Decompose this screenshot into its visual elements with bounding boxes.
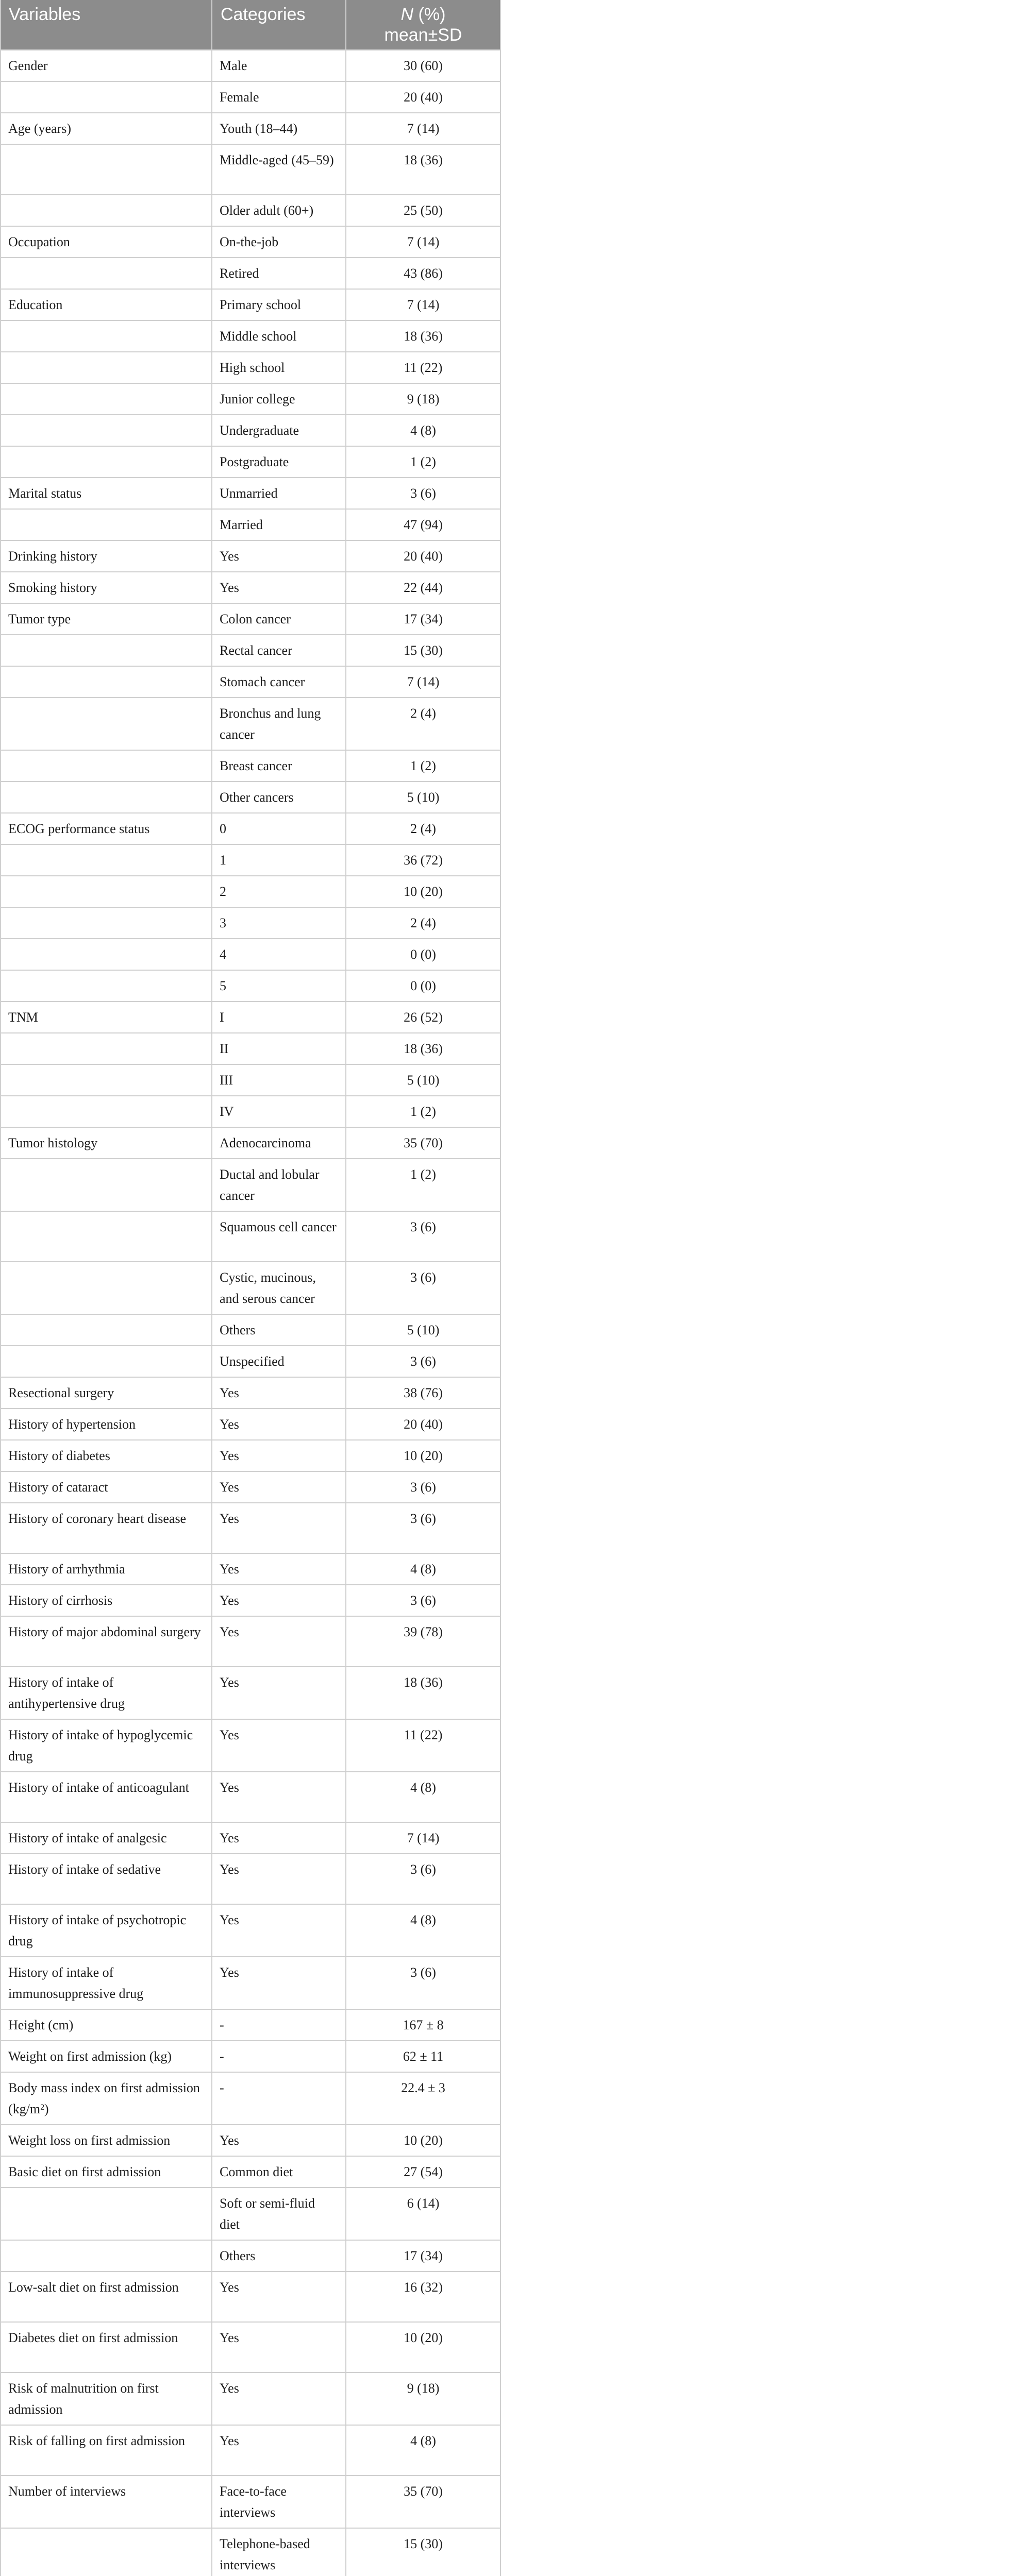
cell-variable (1, 1314, 212, 1346)
cell-category: Yes (212, 1854, 346, 1904)
table-row (1, 1440, 500, 1471)
cell-value: 1 (2) (346, 1096, 500, 1127)
cell-variable (1, 1262, 212, 1314)
cell-value: 20 (40) (346, 81, 500, 113)
cell-category: Undergraduate (212, 415, 346, 446)
table-row (1, 509, 500, 540)
cell-variable: Tumor histology (1, 1127, 212, 1159)
cell-variable: Marital status (1, 478, 212, 509)
cell-category: 0 (212, 813, 346, 844)
cell-category: 5 (212, 970, 346, 1002)
cell-category: Yes (212, 1409, 346, 1440)
cell-value: 3 (6) (346, 478, 500, 509)
cell-variable (1, 144, 212, 195)
cell-variable (1, 258, 212, 289)
cell-variable: Weight on first admission (kg) (1, 2041, 212, 2072)
cell-category: 2 (212, 876, 346, 907)
cell-value: 4 (8) (346, 415, 500, 446)
table-row (1, 666, 500, 698)
header-n-percent (346, 0, 500, 50)
cell-variable: Tumor type (1, 603, 212, 635)
table-row (1, 970, 500, 1002)
cell-value: 3 (6) (346, 1854, 500, 1904)
cell-variable: ECOG performance status (1, 813, 212, 844)
table-row (1, 81, 500, 113)
cell-category: IV (212, 1096, 346, 1127)
cell-value: 22.4 ± 3 (346, 2072, 500, 2125)
table-row (1, 2041, 500, 2072)
cell-variable: History of arrhythmia (1, 1553, 212, 1585)
cell-variable: Basic diet on first admission (1, 2156, 212, 2188)
table-row (1, 1159, 500, 1211)
header-n-italic: N (400, 5, 414, 24)
table-container (0, 0, 500, 2576)
cell-variable: History of intake of analgesic (1, 1822, 212, 1854)
cell-variable (1, 2188, 212, 2240)
cell-variable: History of major abdominal surgery (1, 1616, 212, 1667)
cell-value: 18 (36) (346, 144, 500, 195)
cell-category: Youth (18–44) (212, 113, 346, 144)
cell-variable: Body mass index on first admission (kg/m²) (1, 2072, 212, 2125)
cell-category: Bronchus and lung cancer (212, 698, 346, 750)
cell-variable (1, 1159, 212, 1211)
table-row (1, 540, 500, 572)
cell-value: 3 (6) (346, 1471, 500, 1503)
cell-category: Other cancers (212, 782, 346, 813)
cell-category: 4 (212, 939, 346, 970)
cell-category: II (212, 1033, 346, 1064)
cell-category: Adenocarcinoma (212, 1127, 346, 1159)
cell-variable: Occupation (1, 226, 212, 258)
table-row (1, 352, 500, 383)
cell-variable (1, 782, 212, 813)
cell-category: 1 (212, 844, 346, 876)
cell-value: 20 (40) (346, 540, 500, 572)
table-row (1, 1719, 500, 1772)
cell-category: Yes (212, 540, 346, 572)
cell-value: 10 (20) (346, 2322, 500, 2372)
cell-category: On-the-job (212, 226, 346, 258)
cell-category: Common diet (212, 2156, 346, 2188)
cell-category: Middle-aged (45–59) (212, 144, 346, 195)
cell-category: Yes (212, 1904, 346, 1957)
cell-variable (1, 1064, 212, 1096)
cell-category: Yes (212, 2125, 346, 2156)
table-row (1, 1127, 500, 1159)
table-row (1, 289, 500, 320)
cell-value: 17 (34) (346, 2240, 500, 2272)
cell-category: Junior college (212, 383, 346, 415)
cell-variable (1, 446, 212, 478)
cell-variable: History of hypertension (1, 1409, 212, 1440)
cell-value: 62 ± 11 (346, 2041, 500, 2072)
table-row (1, 2372, 500, 2425)
header-n-rest: (%) (413, 5, 446, 24)
table-row (1, 2009, 500, 2041)
cell-variable (1, 415, 212, 446)
table-row (1, 383, 500, 415)
table-header-row (1, 0, 500, 50)
table-body (1, 50, 500, 2576)
cell-value: 3 (6) (346, 1211, 500, 1262)
cell-category: Breast cancer (212, 750, 346, 782)
cell-variable (1, 750, 212, 782)
table-row (1, 1854, 500, 1904)
table-row (1, 2156, 500, 2188)
header-n-line (401, 5, 446, 24)
table-row (1, 1616, 500, 1667)
cell-value: 43 (86) (346, 258, 500, 289)
cell-category: - (212, 2009, 346, 2041)
cell-category: Face-to-face interviews (212, 2476, 346, 2528)
cell-variable (1, 81, 212, 113)
cell-variable: Risk of malnutrition on first admission (1, 2372, 212, 2425)
table-row (1, 603, 500, 635)
table-row (1, 2240, 500, 2272)
cell-variable (1, 2528, 212, 2576)
cell-value: 3 (6) (346, 1957, 500, 2009)
table-row (1, 1033, 500, 1064)
cell-value: 1 (2) (346, 1159, 500, 1211)
cell-value: 7 (14) (346, 113, 500, 144)
cell-category: Yes (212, 1772, 346, 1822)
cell-variable (1, 666, 212, 698)
cell-value: 11 (22) (346, 1719, 500, 1772)
cell-value: 0 (0) (346, 939, 500, 970)
cell-variable (1, 698, 212, 750)
cell-category: Yes (212, 1822, 346, 1854)
cell-category: - (212, 2072, 346, 2125)
table-row (1, 1471, 500, 1503)
cell-value: 15 (30) (346, 635, 500, 666)
table-row (1, 1585, 500, 1616)
cell-value: 35 (70) (346, 2476, 500, 2528)
cell-category: Unspecified (212, 1346, 346, 1377)
cell-category: Yes (212, 2272, 346, 2322)
cell-value: 167 ± 8 (346, 2009, 500, 2041)
cell-value: 11 (22) (346, 352, 500, 383)
cell-category: Postgraduate (212, 446, 346, 478)
cell-category: Yes (212, 2322, 346, 2372)
cell-value: 7 (14) (346, 666, 500, 698)
cell-variable: Risk of falling on first admission (1, 2425, 212, 2476)
cell-variable: Age (years) (1, 113, 212, 144)
cell-category: Cystic, mucinous, and serous cancer (212, 1262, 346, 1314)
cell-category: Yes (212, 1585, 346, 1616)
cell-value: 1 (2) (346, 750, 500, 782)
cell-value: 9 (18) (346, 2372, 500, 2425)
table-row (1, 939, 500, 970)
table-row (1, 2072, 500, 2125)
cell-value: 17 (34) (346, 603, 500, 635)
cell-value: 2 (4) (346, 813, 500, 844)
demographics-table (0, 0, 501, 2576)
table-row (1, 226, 500, 258)
cell-category: Colon cancer (212, 603, 346, 635)
cell-value: 7 (14) (346, 1822, 500, 1854)
cell-variable (1, 1096, 212, 1127)
cell-value: 0 (0) (346, 970, 500, 1002)
cell-category: III (212, 1064, 346, 1096)
table-row (1, 1314, 500, 1346)
cell-value: 18 (36) (346, 1033, 500, 1064)
cell-category: Squamous cell cancer (212, 1211, 346, 1262)
cell-value: 5 (10) (346, 782, 500, 813)
table-row (1, 1409, 500, 1440)
cell-value: 22 (44) (346, 572, 500, 603)
cell-category: Rectal cancer (212, 635, 346, 666)
table-row (1, 813, 500, 844)
cell-value: 3 (6) (346, 1503, 500, 1553)
cell-variable: Height (cm) (1, 2009, 212, 2041)
cell-category: 3 (212, 907, 346, 939)
cell-category: Yes (212, 1377, 346, 1409)
cell-value: 18 (36) (346, 320, 500, 352)
cell-value: 26 (52) (346, 1002, 500, 1033)
cell-value: 30 (60) (346, 50, 500, 81)
cell-variable: TNM (1, 1002, 212, 1033)
cell-variable (1, 635, 212, 666)
table-row (1, 320, 500, 352)
cell-variable: History of cirrhosis (1, 1585, 212, 1616)
table-row (1, 1064, 500, 1096)
cell-variable (1, 2240, 212, 2272)
cell-value: 7 (14) (346, 226, 500, 258)
cell-variable: Low-salt diet on first admission (1, 2272, 212, 2322)
cell-value: 35 (70) (346, 1127, 500, 1159)
cell-category: Yes (212, 1471, 346, 1503)
cell-variable (1, 195, 212, 226)
cell-value: 4 (8) (346, 1772, 500, 1822)
cell-variable: History of intake of hypoglycemic drug (1, 1719, 212, 1772)
cell-value: 16 (32) (346, 2272, 500, 2322)
table-row (1, 2188, 500, 2240)
cell-category: Yes (212, 2425, 346, 2476)
cell-variable (1, 876, 212, 907)
cell-value: 10 (20) (346, 1440, 500, 1471)
cell-value: 36 (72) (346, 844, 500, 876)
cell-category: Middle school (212, 320, 346, 352)
cell-category: Ductal and lobular cancer (212, 1159, 346, 1211)
table-row (1, 415, 500, 446)
cell-value: 18 (36) (346, 1667, 500, 1719)
table-row (1, 1096, 500, 1127)
cell-value: 10 (20) (346, 2125, 500, 2156)
cell-variable (1, 352, 212, 383)
table-row (1, 2272, 500, 2322)
cell-category: Married (212, 509, 346, 540)
table-row (1, 750, 500, 782)
cell-category: Yes (212, 1553, 346, 1585)
cell-variable: History of cataract (1, 1471, 212, 1503)
table-row (1, 1262, 500, 1314)
table-row (1, 1002, 500, 1033)
cell-category: Others (212, 1314, 346, 1346)
cell-value: 3 (6) (346, 1585, 500, 1616)
table-row (1, 1211, 500, 1262)
cell-category: Yes (212, 572, 346, 603)
cell-value: 38 (76) (346, 1377, 500, 1409)
cell-category: Older adult (60+) (212, 195, 346, 226)
cell-variable: Diabetes diet on first admission (1, 2322, 212, 2372)
table-row (1, 258, 500, 289)
cell-category: Primary school (212, 289, 346, 320)
table-row (1, 876, 500, 907)
cell-category: Stomach cancer (212, 666, 346, 698)
header-mean-sd: mean±SD (384, 25, 462, 45)
cell-variable: Number of interviews (1, 2476, 212, 2528)
cell-variable (1, 1211, 212, 1262)
cell-value: 25 (50) (346, 195, 500, 226)
cell-value: 27 (54) (346, 2156, 500, 2188)
cell-value: 3 (6) (346, 1262, 500, 1314)
cell-category: Unmarried (212, 478, 346, 509)
table-row (1, 635, 500, 666)
cell-variable: History of diabetes (1, 1440, 212, 1471)
cell-category: Yes (212, 1957, 346, 2009)
cell-variable: Education (1, 289, 212, 320)
cell-variable (1, 1033, 212, 1064)
cell-category: Yes (212, 2372, 346, 2425)
cell-category: I (212, 1002, 346, 1033)
table-row (1, 1904, 500, 1957)
cell-value: 6 (14) (346, 2188, 500, 2240)
cell-category: Female (212, 81, 346, 113)
cell-category: Yes (212, 1719, 346, 1772)
cell-value: 5 (10) (346, 1064, 500, 1096)
table-row (1, 1377, 500, 1409)
table-row (1, 2322, 500, 2372)
table-row (1, 1667, 500, 1719)
cell-variable: Resectional surgery (1, 1377, 212, 1409)
cell-value: 4 (8) (346, 1904, 500, 1957)
cell-variable (1, 844, 212, 876)
cell-value: 47 (94) (346, 509, 500, 540)
cell-variable: Smoking history (1, 572, 212, 603)
cell-value: 15 (30) (346, 2528, 500, 2576)
table-row (1, 113, 500, 144)
table-row (1, 844, 500, 876)
table-row (1, 446, 500, 478)
cell-category: Yes (212, 1440, 346, 1471)
cell-value: 2 (4) (346, 698, 500, 750)
cell-variable (1, 509, 212, 540)
cell-variable (1, 383, 212, 415)
cell-variable (1, 320, 212, 352)
cell-value: 20 (40) (346, 1409, 500, 1440)
table-row (1, 1553, 500, 1585)
cell-value: 4 (8) (346, 1553, 500, 1585)
cell-category: High school (212, 352, 346, 383)
cell-variable (1, 1346, 212, 1377)
table-row (1, 478, 500, 509)
cell-variable (1, 939, 212, 970)
cell-variable: Gender (1, 50, 212, 81)
table-row (1, 1822, 500, 1854)
table-row (1, 1772, 500, 1822)
cell-variable (1, 907, 212, 939)
cell-category: Yes (212, 1503, 346, 1553)
header-variables: Variables (1, 0, 212, 50)
cell-variable (1, 970, 212, 1002)
table-row (1, 2425, 500, 2476)
table-row (1, 2125, 500, 2156)
cell-category: Yes (212, 1616, 346, 1667)
table-row (1, 195, 500, 226)
table-row (1, 907, 500, 939)
cell-value: 39 (78) (346, 1616, 500, 1667)
cell-value: 1 (2) (346, 446, 500, 478)
table-row (1, 782, 500, 813)
table-row (1, 2528, 500, 2576)
table-row (1, 144, 500, 195)
cell-variable: History of intake of anticoagulant (1, 1772, 212, 1822)
table-row (1, 698, 500, 750)
cell-category: Yes (212, 1667, 346, 1719)
cell-category: - (212, 2041, 346, 2072)
cell-variable: History of coronary heart disease (1, 1503, 212, 1553)
cell-value: 2 (4) (346, 907, 500, 939)
cell-category: Others (212, 2240, 346, 2272)
cell-variable: History of intake of immunosuppressive drug (1, 1957, 212, 2009)
cell-value: 3 (6) (346, 1346, 500, 1377)
cell-value: 10 (20) (346, 876, 500, 907)
cell-value: 7 (14) (346, 289, 500, 320)
cell-value: 9 (18) (346, 383, 500, 415)
cell-category: Telephone-based interviews (212, 2528, 346, 2576)
cell-variable: Drinking history (1, 540, 212, 572)
cell-category: Soft or semi-fluid diet (212, 2188, 346, 2240)
cell-category: Male (212, 50, 346, 81)
table-row (1, 2476, 500, 2528)
table-row (1, 1346, 500, 1377)
cell-value: 5 (10) (346, 1314, 500, 1346)
cell-variable: History of intake of antihypertensive drug (1, 1667, 212, 1719)
cell-value: 4 (8) (346, 2425, 500, 2476)
header-categories: Categories (212, 0, 346, 50)
table-row (1, 50, 500, 81)
cell-category: Retired (212, 258, 346, 289)
cell-variable: History of intake of psychotropic drug (1, 1904, 212, 1957)
table-row (1, 572, 500, 603)
cell-variable: Weight loss on first admission (1, 2125, 212, 2156)
table-row (1, 1503, 500, 1553)
table-row (1, 1957, 500, 2009)
cell-variable: History of intake of sedative (1, 1854, 212, 1904)
